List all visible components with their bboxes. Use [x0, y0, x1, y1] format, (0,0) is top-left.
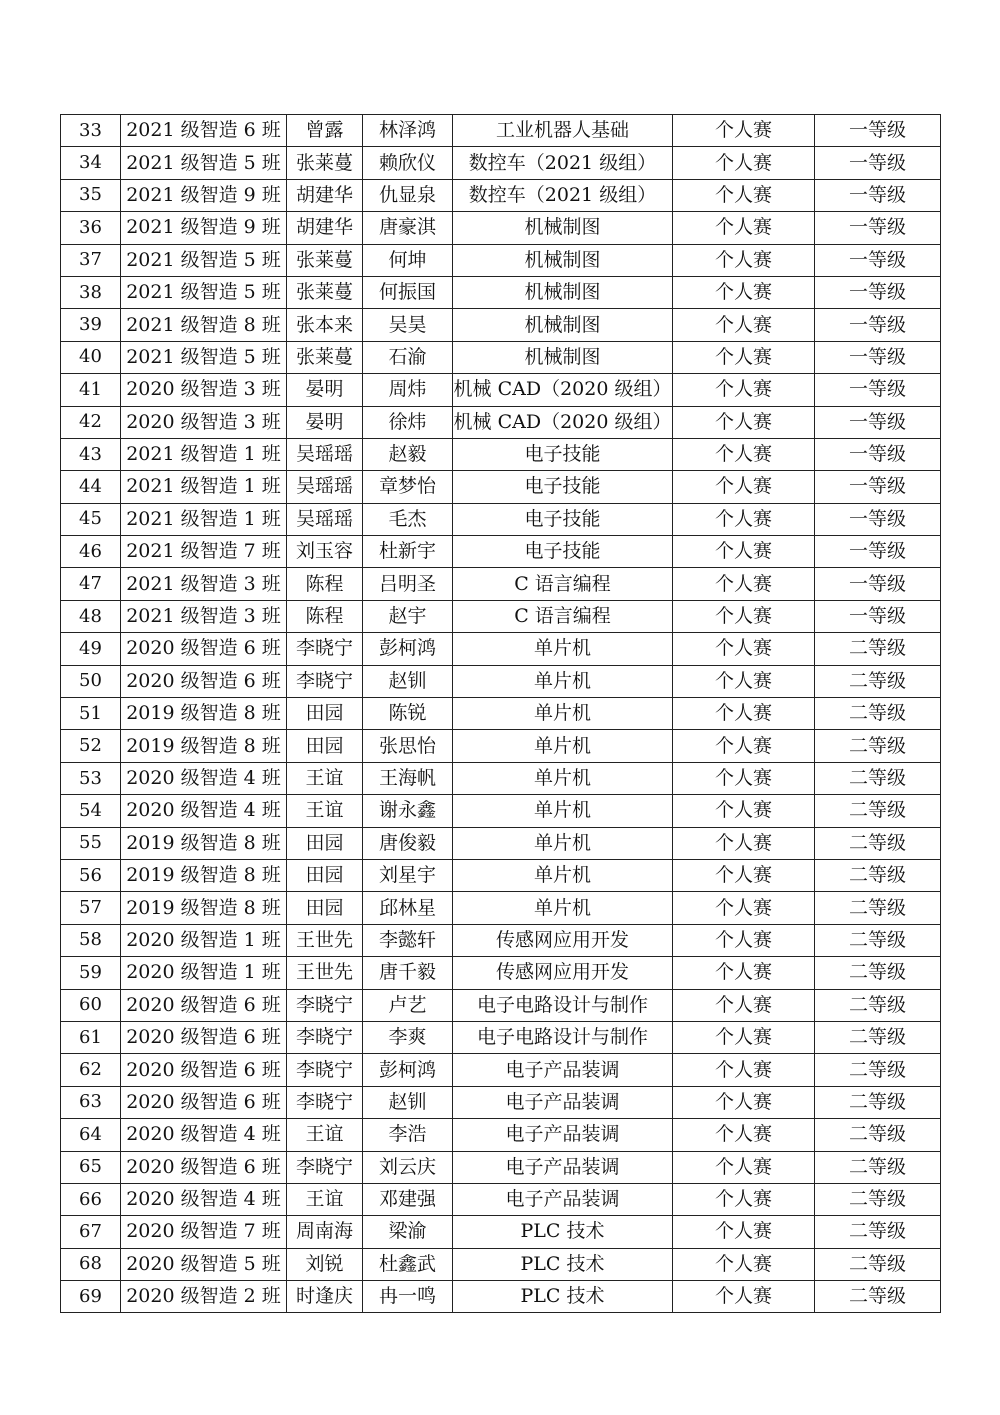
award-grade-cell: 一等级 — [815, 568, 941, 600]
teacher-cell: 李晓宁 — [287, 1054, 363, 1086]
class-cell: 2019 级智造 8 班 — [121, 859, 287, 891]
competition-type-cell: 个人赛 — [673, 1216, 815, 1248]
teacher-cell: 张莱蔓 — [287, 341, 363, 373]
teacher-cell: 王谊 — [287, 1183, 363, 1215]
row-number-cell: 34 — [61, 147, 121, 179]
class-cell: 2019 级智造 8 班 — [121, 698, 287, 730]
award-grade-cell: 二等级 — [815, 1216, 941, 1248]
award-grade-cell: 二等级 — [815, 1281, 941, 1313]
teacher-cell: 陈程 — [287, 568, 363, 600]
row-number-cell: 54 — [61, 795, 121, 827]
student-cell: 梁渝 — [363, 1216, 453, 1248]
event-cell: 电子技能 — [453, 438, 673, 470]
competition-type-cell: 个人赛 — [673, 1151, 815, 1183]
competition-type-cell: 个人赛 — [673, 471, 815, 503]
table-row — [61, 568, 941, 600]
teacher-cell: 周南海 — [287, 1216, 363, 1248]
table-row — [61, 957, 941, 989]
competition-type-cell: 个人赛 — [673, 1281, 815, 1313]
competition-type-cell: 个人赛 — [673, 795, 815, 827]
class-cell: 2021 级智造 5 班 — [121, 147, 287, 179]
teacher-cell: 晏明 — [287, 374, 363, 406]
competition-type-cell: 个人赛 — [673, 1054, 815, 1086]
table-row — [61, 698, 941, 730]
competition-type-cell: 个人赛 — [673, 341, 815, 373]
class-cell: 2020 级智造 3 班 — [121, 406, 287, 438]
class-cell: 2021 级智造 6 班 — [121, 115, 287, 147]
class-cell: 2020 级智造 4 班 — [121, 1183, 287, 1215]
student-cell: 冉一鸣 — [363, 1281, 453, 1313]
row-number-cell: 67 — [61, 1216, 121, 1248]
award-grade-cell: 二等级 — [815, 1086, 941, 1118]
award-grade-cell: 二等级 — [815, 633, 941, 665]
event-cell: 数控车（2021 级组） — [453, 147, 673, 179]
student-cell: 林泽鸿 — [363, 115, 453, 147]
class-cell: 2020 级智造 6 班 — [121, 989, 287, 1021]
class-cell: 2021 级智造 5 班 — [121, 276, 287, 308]
class-cell: 2020 级智造 4 班 — [121, 762, 287, 794]
competition-type-cell: 个人赛 — [673, 665, 815, 697]
award-grade-cell: 一等级 — [815, 406, 941, 438]
award-grade-cell: 二等级 — [815, 1183, 941, 1215]
row-number-cell: 53 — [61, 762, 121, 794]
student-cell: 刘星宇 — [363, 859, 453, 891]
class-cell: 2020 级智造 2 班 — [121, 1281, 287, 1313]
teacher-cell: 张本来 — [287, 309, 363, 341]
table-row — [61, 762, 941, 794]
event-cell: 单片机 — [453, 698, 673, 730]
class-cell: 2019 级智造 8 班 — [121, 827, 287, 859]
award-grade-cell: 二等级 — [815, 1248, 941, 1280]
table-row — [61, 471, 941, 503]
row-number-cell: 46 — [61, 536, 121, 568]
row-number-cell: 44 — [61, 471, 121, 503]
teacher-cell: 田园 — [287, 859, 363, 891]
event-cell: PLC 技术 — [453, 1281, 673, 1313]
event-cell: 机械 CAD（2020 级组） — [453, 406, 673, 438]
class-cell: 2021 级智造 7 班 — [121, 536, 287, 568]
award-grade-cell: 一等级 — [815, 115, 941, 147]
teacher-cell: 吴瑶瑶 — [287, 471, 363, 503]
results-table — [60, 114, 941, 1313]
table-row — [61, 244, 941, 276]
competition-type-cell: 个人赛 — [673, 438, 815, 470]
row-number-cell: 45 — [61, 503, 121, 535]
student-cell: 章梦怡 — [363, 471, 453, 503]
competition-type-cell: 个人赛 — [673, 568, 815, 600]
award-grade-cell: 一等级 — [815, 147, 941, 179]
student-cell: 彭柯鸿 — [363, 633, 453, 665]
student-cell: 谢永鑫 — [363, 795, 453, 827]
student-cell: 张思怡 — [363, 730, 453, 762]
competition-type-cell: 个人赛 — [673, 698, 815, 730]
table-row — [61, 374, 941, 406]
student-cell: 石渝 — [363, 341, 453, 373]
teacher-cell: 李晓宁 — [287, 1151, 363, 1183]
class-cell: 2020 级智造 3 班 — [121, 374, 287, 406]
student-cell: 何坤 — [363, 244, 453, 276]
award-grade-cell: 二等级 — [815, 957, 941, 989]
class-cell: 2020 级智造 6 班 — [121, 1021, 287, 1053]
teacher-cell: 王世先 — [287, 924, 363, 956]
competition-type-cell: 个人赛 — [673, 1086, 815, 1118]
award-grade-cell: 一等级 — [815, 503, 941, 535]
table-row — [61, 309, 941, 341]
award-grade-cell: 一等级 — [815, 309, 941, 341]
class-cell: 2019 级智造 8 班 — [121, 730, 287, 762]
competition-type-cell: 个人赛 — [673, 924, 815, 956]
teacher-cell: 张莱蔓 — [287, 244, 363, 276]
student-cell: 周炜 — [363, 374, 453, 406]
table-row — [61, 795, 941, 827]
teacher-cell: 李晓宁 — [287, 1086, 363, 1118]
table-row — [61, 276, 941, 308]
event-cell: 传感网应用开发 — [453, 957, 673, 989]
competition-type-cell: 个人赛 — [673, 989, 815, 1021]
event-cell: 电子电路设计与制作 — [453, 989, 673, 1021]
table-row — [61, 1183, 941, 1215]
table-row — [61, 115, 941, 147]
award-grade-cell: 二等级 — [815, 924, 941, 956]
row-number-cell: 62 — [61, 1054, 121, 1086]
student-cell: 彭柯鸿 — [363, 1054, 453, 1086]
competition-type-cell: 个人赛 — [673, 115, 815, 147]
class-cell: 2020 级智造 7 班 — [121, 1216, 287, 1248]
table-row — [61, 1216, 941, 1248]
competition-type-cell: 个人赛 — [673, 1248, 815, 1280]
student-cell: 杜新宇 — [363, 536, 453, 568]
award-grade-cell: 二等级 — [815, 859, 941, 891]
competition-type-cell: 个人赛 — [673, 957, 815, 989]
student-cell: 赖欣仪 — [363, 147, 453, 179]
teacher-cell: 吴瑶瑶 — [287, 503, 363, 535]
table-row — [61, 1151, 941, 1183]
class-cell: 2021 级智造 1 班 — [121, 438, 287, 470]
student-cell: 徐炜 — [363, 406, 453, 438]
competition-type-cell: 个人赛 — [673, 762, 815, 794]
event-cell: 电子产品装调 — [453, 1183, 673, 1215]
teacher-cell: 刘玉容 — [287, 536, 363, 568]
teacher-cell: 时逢庆 — [287, 1281, 363, 1313]
student-cell: 唐豪淇 — [363, 212, 453, 244]
class-cell: 2021 级智造 3 班 — [121, 600, 287, 632]
competition-type-cell: 个人赛 — [673, 1119, 815, 1151]
table-row — [61, 438, 941, 470]
student-cell: 赵宇 — [363, 600, 453, 632]
teacher-cell: 吴瑶瑶 — [287, 438, 363, 470]
student-cell: 吴昊 — [363, 309, 453, 341]
event-cell: 单片机 — [453, 633, 673, 665]
award-grade-cell: 一等级 — [815, 341, 941, 373]
row-number-cell: 63 — [61, 1086, 121, 1118]
student-cell: 仇显泉 — [363, 179, 453, 211]
event-cell: 电子技能 — [453, 503, 673, 535]
award-grade-cell: 一等级 — [815, 438, 941, 470]
class-cell: 2020 级智造 6 班 — [121, 1054, 287, 1086]
award-grade-cell: 一等级 — [815, 179, 941, 211]
competition-type-cell: 个人赛 — [673, 633, 815, 665]
table-row — [61, 1054, 941, 1086]
competition-type-cell: 个人赛 — [673, 892, 815, 924]
teacher-cell: 李晓宁 — [287, 1021, 363, 1053]
table-row — [61, 730, 941, 762]
row-number-cell: 65 — [61, 1151, 121, 1183]
event-cell: 机械制图 — [453, 309, 673, 341]
student-cell: 何振国 — [363, 276, 453, 308]
table-row — [61, 859, 941, 891]
award-grade-cell: 二等级 — [815, 1151, 941, 1183]
award-grade-cell: 二等级 — [815, 730, 941, 762]
teacher-cell: 胡建华 — [287, 212, 363, 244]
row-number-cell: 57 — [61, 892, 121, 924]
student-cell: 毛杰 — [363, 503, 453, 535]
teacher-cell: 田园 — [287, 892, 363, 924]
row-number-cell: 64 — [61, 1119, 121, 1151]
teacher-cell: 李晓宁 — [287, 989, 363, 1021]
competition-type-cell: 个人赛 — [673, 536, 815, 568]
class-cell: 2020 级智造 6 班 — [121, 633, 287, 665]
student-cell: 赵钏 — [363, 1086, 453, 1118]
table-row — [61, 924, 941, 956]
class-cell: 2020 级智造 6 班 — [121, 665, 287, 697]
student-cell: 李浩 — [363, 1119, 453, 1151]
table-row — [61, 989, 941, 1021]
event-cell: 单片机 — [453, 859, 673, 891]
competition-type-cell: 个人赛 — [673, 1183, 815, 1215]
table-row — [61, 633, 941, 665]
row-number-cell: 56 — [61, 859, 121, 891]
award-grade-cell: 一等级 — [815, 244, 941, 276]
results-table-body — [61, 115, 941, 1313]
teacher-cell: 陈程 — [287, 600, 363, 632]
student-cell: 刘云庆 — [363, 1151, 453, 1183]
event-cell: PLC 技术 — [453, 1216, 673, 1248]
competition-type-cell: 个人赛 — [673, 406, 815, 438]
class-cell: 2020 级智造 4 班 — [121, 795, 287, 827]
row-number-cell: 55 — [61, 827, 121, 859]
row-number-cell: 49 — [61, 633, 121, 665]
table-row — [61, 827, 941, 859]
student-cell: 唐俊毅 — [363, 827, 453, 859]
competition-type-cell: 个人赛 — [673, 827, 815, 859]
award-grade-cell: 二等级 — [815, 892, 941, 924]
event-cell: 机械制图 — [453, 341, 673, 373]
teacher-cell: 田园 — [287, 730, 363, 762]
student-cell: 邱林星 — [363, 892, 453, 924]
row-number-cell: 36 — [61, 212, 121, 244]
competition-type-cell: 个人赛 — [673, 276, 815, 308]
award-grade-cell: 一等级 — [815, 471, 941, 503]
row-number-cell: 47 — [61, 568, 121, 600]
row-number-cell: 59 — [61, 957, 121, 989]
row-number-cell: 66 — [61, 1183, 121, 1215]
table-row — [61, 600, 941, 632]
teacher-cell: 张莱蔓 — [287, 276, 363, 308]
class-cell: 2020 级智造 1 班 — [121, 924, 287, 956]
row-number-cell: 60 — [61, 989, 121, 1021]
event-cell: 机械制图 — [453, 212, 673, 244]
row-number-cell: 35 — [61, 179, 121, 211]
student-cell: 陈锐 — [363, 698, 453, 730]
event-cell: 电子技能 — [453, 536, 673, 568]
table-row — [61, 1119, 941, 1151]
class-cell: 2020 级智造 6 班 — [121, 1086, 287, 1118]
award-grade-cell: 一等级 — [815, 536, 941, 568]
table-row — [61, 147, 941, 179]
teacher-cell: 李晓宁 — [287, 665, 363, 697]
teacher-cell: 王谊 — [287, 795, 363, 827]
award-grade-cell: 二等级 — [815, 665, 941, 697]
row-number-cell: 51 — [61, 698, 121, 730]
event-cell: 机械制图 — [453, 276, 673, 308]
teacher-cell: 王世先 — [287, 957, 363, 989]
competition-type-cell: 个人赛 — [673, 244, 815, 276]
event-cell: C 语言编程 — [453, 568, 673, 600]
teacher-cell: 王谊 — [287, 762, 363, 794]
table-row — [61, 341, 941, 373]
competition-type-cell: 个人赛 — [673, 147, 815, 179]
award-grade-cell: 二等级 — [815, 795, 941, 827]
competition-type-cell: 个人赛 — [673, 179, 815, 211]
event-cell: 工业机器人基础 — [453, 115, 673, 147]
event-cell: C 语言编程 — [453, 600, 673, 632]
row-number-cell: 42 — [61, 406, 121, 438]
class-cell: 2021 级智造 1 班 — [121, 503, 287, 535]
class-cell: 2021 级智造 8 班 — [121, 309, 287, 341]
award-grade-cell: 一等级 — [815, 212, 941, 244]
teacher-cell: 张莱蔓 — [287, 147, 363, 179]
row-number-cell: 37 — [61, 244, 121, 276]
row-number-cell: 58 — [61, 924, 121, 956]
award-grade-cell: 二等级 — [815, 698, 941, 730]
row-number-cell: 68 — [61, 1248, 121, 1280]
teacher-cell: 晏明 — [287, 406, 363, 438]
award-grade-cell: 二等级 — [815, 989, 941, 1021]
row-number-cell: 40 — [61, 341, 121, 373]
event-cell: 电子产品装调 — [453, 1119, 673, 1151]
row-number-cell: 69 — [61, 1281, 121, 1313]
class-cell: 2020 级智造 5 班 — [121, 1248, 287, 1280]
competition-type-cell: 个人赛 — [673, 503, 815, 535]
student-cell: 唐千毅 — [363, 957, 453, 989]
award-grade-cell: 二等级 — [815, 827, 941, 859]
student-cell: 赵毅 — [363, 438, 453, 470]
event-cell: 数控车（2021 级组） — [453, 179, 673, 211]
table-row — [61, 665, 941, 697]
competition-type-cell: 个人赛 — [673, 730, 815, 762]
award-grade-cell: 二等级 — [815, 1021, 941, 1053]
teacher-cell: 田园 — [287, 827, 363, 859]
student-cell: 赵钏 — [363, 665, 453, 697]
event-cell: 单片机 — [453, 827, 673, 859]
row-number-cell: 61 — [61, 1021, 121, 1053]
award-grade-cell: 一等级 — [815, 276, 941, 308]
row-number-cell: 43 — [61, 438, 121, 470]
class-cell: 2021 级智造 1 班 — [121, 471, 287, 503]
competition-type-cell: 个人赛 — [673, 1021, 815, 1053]
teacher-cell: 曾露 — [287, 115, 363, 147]
competition-type-cell: 个人赛 — [673, 374, 815, 406]
event-cell: 机械制图 — [453, 244, 673, 276]
class-cell: 2020 级智造 4 班 — [121, 1119, 287, 1151]
student-cell: 杜鑫武 — [363, 1248, 453, 1280]
student-cell: 王海帆 — [363, 762, 453, 794]
row-number-cell: 52 — [61, 730, 121, 762]
row-number-cell: 38 — [61, 276, 121, 308]
teacher-cell: 田园 — [287, 698, 363, 730]
event-cell: 电子产品装调 — [453, 1054, 673, 1086]
event-cell: 机械 CAD（2020 级组） — [453, 374, 673, 406]
event-cell: 单片机 — [453, 730, 673, 762]
event-cell: 电子电路设计与制作 — [453, 1021, 673, 1053]
row-number-cell: 41 — [61, 374, 121, 406]
table-row — [61, 1021, 941, 1053]
class-cell: 2020 级智造 1 班 — [121, 957, 287, 989]
table-row — [61, 1248, 941, 1280]
award-grade-cell: 二等级 — [815, 762, 941, 794]
teacher-cell: 刘锐 — [287, 1248, 363, 1280]
class-cell: 2021 级智造 9 班 — [121, 179, 287, 211]
table-row — [61, 892, 941, 924]
event-cell: 电子产品装调 — [453, 1151, 673, 1183]
table-row — [61, 212, 941, 244]
class-cell: 2021 级智造 3 班 — [121, 568, 287, 600]
award-grade-cell: 二等级 — [815, 1119, 941, 1151]
class-cell: 2021 级智造 5 班 — [121, 341, 287, 373]
student-cell: 邓建强 — [363, 1183, 453, 1215]
event-cell: 传感网应用开发 — [453, 924, 673, 956]
table-row — [61, 536, 941, 568]
class-cell: 2021 级智造 9 班 — [121, 212, 287, 244]
student-cell: 李懿轩 — [363, 924, 453, 956]
award-grade-cell: 一等级 — [815, 600, 941, 632]
teacher-cell: 王谊 — [287, 1119, 363, 1151]
event-cell: 单片机 — [453, 795, 673, 827]
student-cell: 吕明圣 — [363, 568, 453, 600]
class-cell: 2021 级智造 5 班 — [121, 244, 287, 276]
event-cell: 电子产品装调 — [453, 1086, 673, 1118]
competition-type-cell: 个人赛 — [673, 309, 815, 341]
competition-type-cell: 个人赛 — [673, 859, 815, 891]
class-cell: 2020 级智造 6 班 — [121, 1151, 287, 1183]
table-row — [61, 406, 941, 438]
student-cell: 卢艺 — [363, 989, 453, 1021]
competition-type-cell: 个人赛 — [673, 600, 815, 632]
teacher-cell: 李晓宁 — [287, 633, 363, 665]
class-cell: 2019 级智造 8 班 — [121, 892, 287, 924]
student-cell: 李爽 — [363, 1021, 453, 1053]
event-cell: 单片机 — [453, 762, 673, 794]
table-row — [61, 503, 941, 535]
event-cell: 单片机 — [453, 892, 673, 924]
award-grade-cell: 一等级 — [815, 374, 941, 406]
table-row — [61, 1281, 941, 1313]
competition-type-cell: 个人赛 — [673, 212, 815, 244]
row-number-cell: 33 — [61, 115, 121, 147]
award-grade-cell: 二等级 — [815, 1054, 941, 1086]
event-cell: PLC 技术 — [453, 1248, 673, 1280]
teacher-cell: 胡建华 — [287, 179, 363, 211]
row-number-cell: 39 — [61, 309, 121, 341]
row-number-cell: 48 — [61, 600, 121, 632]
event-cell: 单片机 — [453, 665, 673, 697]
event-cell: 电子技能 — [453, 471, 673, 503]
table-row — [61, 179, 941, 211]
row-number-cell: 50 — [61, 665, 121, 697]
table-row — [61, 1086, 941, 1118]
